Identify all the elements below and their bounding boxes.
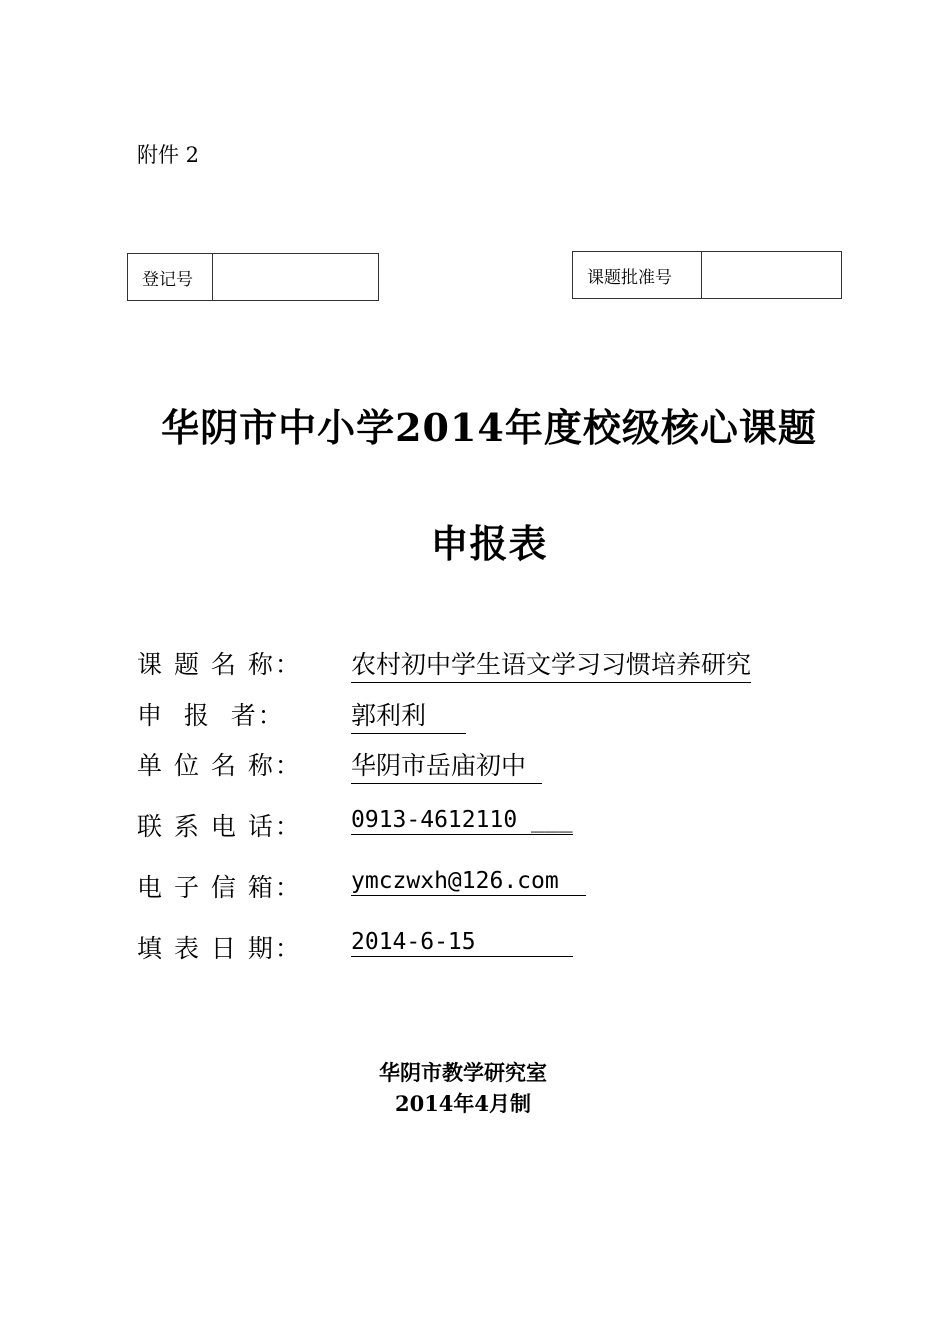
registration-number-box	[127, 253, 379, 301]
field-value: ymczwxh@126.com	[351, 868, 587, 894]
field-value: 华阴市岳庙初中	[351, 746, 542, 784]
issuing-organization: 华阴市教学研究室	[379, 1060, 547, 1085]
registration-number-label: 登记号	[128, 254, 213, 300]
registration-number-field[interactable]	[213, 254, 378, 300]
field-label: 联 系 电 话：	[137, 812, 302, 841]
issue-date: 2014年4月制	[394, 1091, 532, 1116]
field-value: 农村初中学生语文学习习惯培养研究	[351, 645, 751, 683]
document-subtitle: 申报表	[430, 521, 548, 566]
approval-number-field[interactable]	[702, 252, 841, 298]
field-value: 郭利利	[351, 696, 466, 734]
approval-number-box	[572, 251, 842, 299]
field-label: 电 子 信 箱：	[137, 873, 302, 902]
document-title: 华阴市中小学2014年度校级核心课题	[161, 405, 817, 450]
field-label: 单 位 名 称：	[137, 751, 302, 780]
field-value: 0913-4612110 ___	[351, 807, 573, 833]
attachment-label: 附件 2	[137, 143, 200, 167]
field-label: 申 报 者：	[137, 701, 285, 730]
field-label: 填 表 日 期：	[137, 934, 302, 963]
approval-number-label: 课题批准号	[573, 252, 702, 298]
field-value: 2014-6-15	[351, 929, 573, 955]
field-label: 课 题 名 称：	[137, 650, 302, 679]
